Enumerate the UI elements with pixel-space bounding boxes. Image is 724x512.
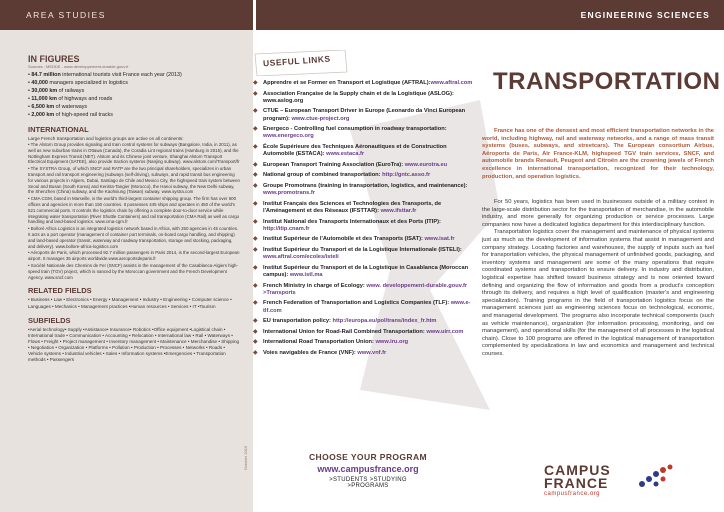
- figure-text: of highways and roads: [56, 96, 113, 102]
- useful-link-item[interactable]: [253, 144, 473, 158]
- logo-line1: CAMPUS: [544, 462, 611, 478]
- figure-item: • 6,500 km of waterways: [28, 104, 88, 110]
- link-url[interactable]: www.isat.fr: [424, 236, 455, 243]
- link-url[interactable]: www.istl.ma: [289, 271, 323, 278]
- subfields-title: SUBFIELDS: [28, 315, 71, 325]
- link-name: Association Française de la Supply chain et de la Logistique (ASLOG): www.aslog.org: [263, 90, 454, 104]
- diamond-bullet-icon: ◆: [253, 126, 258, 133]
- useful-link-item[interactable]: [253, 201, 473, 215]
- link-url[interactable]: www. developpement-durable.gouv.fr >Transports: [263, 282, 468, 296]
- cta-link[interactable]: www.campusfrance.org: [317, 464, 419, 474]
- link-url[interactable]: www.ctue-project.org: [291, 115, 350, 122]
- useful-link-item[interactable]: [253, 265, 473, 279]
- link-url[interactable]: www.estaca.fr: [326, 151, 365, 158]
- useful-link-item[interactable]: [253, 329, 473, 336]
- international-item: • Aéroports de Paris, which processed 92.7 million passengers in Paris 2014, is the second-largest European airport. It manages 35 airports worldwide.www.aeroportsdeparis.fr: [28, 250, 240, 262]
- figure-text: managers specialized in logistics: [47, 80, 128, 86]
- diamond-bullet-icon: ◆: [253, 264, 258, 271]
- useful-link-item[interactable]: [253, 350, 473, 357]
- figure-value: 84.7 million: [31, 72, 61, 78]
- link-name: Institut National des Transports Internationaux et des Ports (ITIP):: [263, 218, 441, 225]
- link-name: International Road Transportation Union:: [263, 339, 376, 346]
- cta-title: CHOOSE YOUR PROGRAM: [309, 452, 427, 462]
- link-name: Institut Supérieur du Transport et de la Logistique Internationale (ISTELI):: [263, 246, 462, 253]
- diamond-bullet-icon: ◆: [253, 246, 258, 253]
- figure-value: 30,000 km: [31, 88, 58, 94]
- link-url[interactable]: http://gntc.asso.fr: [382, 172, 431, 179]
- useful-link-item[interactable]: [253, 126, 473, 140]
- diamond-bullet-icon: ◆: [253, 182, 258, 189]
- figure-item: • 30,000 km of railways: [28, 88, 85, 94]
- diamond-bullet-icon: ◆: [253, 143, 258, 150]
- diamond-bullet-icon: ◆: [253, 218, 258, 225]
- useful-link-item[interactable]: [253, 91, 473, 105]
- left-sidebar: [0, 30, 253, 512]
- diamond-bullet-icon: ◆: [253, 90, 258, 97]
- figure-value: 40,000: [31, 80, 48, 86]
- international-intro: Large French transportation and logistics groups are active on all continents:: [28, 136, 184, 141]
- link-name: Energeco - Controlling fuel consumption in roadway transportation:: [263, 126, 447, 133]
- diamond-bullet-icon: ◆: [253, 328, 258, 335]
- link-name: Institut Français des Sciences et Technologies des Transports, de l'Aménagement et des Réseaux (IFSTTAR):: [263, 200, 442, 214]
- link-url[interactable]: http://itip.cnam.fr: [263, 225, 310, 232]
- cta-steps-line1: >STUDENTS >STUDYING: [329, 477, 407, 483]
- useful-link-item[interactable]: [253, 183, 473, 197]
- intro-paragraph: France has one of the densest and most efficient transportation networks in the world, including highway, rail and waterway networks, and a range of mass transit systems (buses, subways, and streetcars). The European consortium Airbus, Aéroports de Paris, Air France-KLM, highspeed TGV train services, SNCF, and automobile brands Renault, Peugeot and Citroën are the crowning jewels of French excellence in international transportation, recognized for their technology, production, and operation logistics.: [482, 128, 714, 180]
- link-name: French Ministry in charge of Ecology:: [263, 282, 367, 289]
- figure-text: of railways: [57, 88, 85, 94]
- diamond-bullet-icon: ◆: [253, 300, 258, 307]
- figure-item: • 40,000 managers specialized in logistics: [28, 80, 128, 86]
- link-name: European Transport Training Association (EuroTra):: [263, 161, 405, 168]
- body-text: [482, 199, 714, 358]
- figure-text: of high-speed rail tracks: [54, 112, 113, 118]
- figure-value: 6,500 km: [31, 104, 55, 110]
- link-url[interactable]: www.aftral.com: [430, 80, 473, 86]
- diamond-bullet-icon: ◆: [253, 339, 258, 346]
- link-name: Institut Supérieur de l'Automobile et des Transports (ISAT):: [263, 236, 425, 243]
- publication-date: October 2015: [243, 445, 248, 470]
- useful-links-title: USEFUL LINKS: [262, 53, 331, 69]
- link-name: Apprendre et se Former en Transport et Logistique (AFTRAL):: [263, 80, 431, 86]
- link-url[interactable]: http://europa.eu/pol/trans/index_fr.htm: [332, 318, 437, 325]
- link-url[interactable]: www.e-tlf.com: [263, 300, 471, 314]
- link-name: CTUE – European Transport Driver in Europe (Leonardo da Vinci European program):: [263, 108, 466, 122]
- figures-title: IN FIGURES: [28, 54, 80, 64]
- figure-item: • 2,000 km of high-speed rail tracks: [28, 112, 113, 118]
- link-url[interactable]: www.ifsttar.fr: [380, 207, 417, 214]
- useful-link-item[interactable]: [253, 300, 473, 314]
- link-url[interactable]: www.vnf.fr: [357, 349, 387, 356]
- diamond-bullet-icon: ◆: [253, 200, 258, 207]
- diamond-bullet-icon: ◆: [253, 318, 258, 325]
- link-url[interactable]: www.aftral.com/ecoles/isteli: [263, 254, 339, 261]
- useful-link-item[interactable]: [253, 236, 473, 243]
- useful-links-list: [253, 80, 473, 361]
- engineering-sciences-label: ENGINEERING SCIENCES: [580, 10, 710, 20]
- link-url[interactable]: www.energeco.org: [263, 133, 314, 140]
- area-studies-label: AREA STUDIES: [26, 10, 106, 20]
- international-list: [28, 142, 240, 280]
- cta-steps-line2: >PROGRAMS: [347, 483, 389, 489]
- figures-source: Sources : MEDDE - www.developpement-durable.gouv.fr: [28, 64, 129, 69]
- subfields-text: •Aerial technology• Supply •Assistance• Insurance• Robotics •Office equipment •Logistical chain • International trade • Communication • Accounting • Relocation • International law • Rail • Waterways • Flows • Freight • Project management • Inventory management • Maintenance • Merchandise • Shipping • Negotiation • Organization • Platforms • Pollution • Production • Processes • Networks • Roads • Vehicle systems • Industrial vehicles • Sales • Information systems •Emergencies • Transportation methods • Passengers: [28, 326, 240, 363]
- call-to-action: [280, 452, 456, 489]
- useful-link-item[interactable]: [253, 80, 473, 87]
- logo-url: campusfrance.org: [544, 491, 601, 497]
- figure-value: 11,000 km: [31, 96, 57, 102]
- body-paragraph-1: For 50 years, logistics has been used in businesses outside of a military context in the large-scale distribution sector for the transportation of merchandise, in the automobile industry, and more generally for organizing production or service processes. Large companies now have a dedicated logistics department for this interdisciplinary function.: [482, 199, 714, 228]
- international-item: • The SYSTRA Group, of which SNCF and RATP are the two principal shareholders, specializes in urban transport and rail transport engineering (subways (self-driving), subways, and rapid transit bus engineering for various projects in Algiers, Dubai, Santiago de Chile and Mexico City, the highspeed train system between Seoul and Busan (South Korea) and Kenitra-Tangier (Morocco), the Hanoi subway, the New Delhi subway, the Shenzhen (China) subway, and the Kaohsiung (Taiwan) subway. www.systra.com: [28, 166, 240, 195]
- link-url[interactable]: www.promotrans.fr: [263, 190, 315, 197]
- useful-link-item[interactable]: [253, 162, 473, 169]
- link-name: Voies navigables de France (VNF):: [263, 349, 358, 356]
- useful-link-item[interactable]: [253, 219, 473, 233]
- link-url[interactable]: www.iru.org: [375, 339, 409, 346]
- figure-item: • 11,000 km of highways and roads: [28, 96, 113, 102]
- diamond-bullet-icon: ◆: [253, 161, 258, 168]
- header-divider: [253, 0, 256, 30]
- international-item: • Société Nationale des Chemins de Fer (SNCF) assists in the management of the Casablanca-Algiers high-speed train (TGV) project, which is nanced by the Moroccan government and the French Development Agency. www.sncf.com: [28, 263, 238, 280]
- useful-link-item[interactable]: [253, 108, 473, 122]
- useful-link-item[interactable]: [253, 172, 473, 179]
- figure-value: 2,000 km: [31, 112, 55, 118]
- related-fields-text: • Business • Law • Electronics • Energy • Management • Industry • Engineering • Computer science • Languages • Mechanics • Management practices •Human resources • Services • IT •Tourism: [28, 297, 232, 309]
- figures-list: [28, 71, 240, 119]
- body-paragraph-2: Transportation logistics cover the management and maintenance of physical systems just as much as the development of information systems that assist in management and company strategy. Locating factories and warehouses, the supply of inputs such as fuel for transportation vehicles, the physical management of unfinished goods, packaging, and inventory systems and management are some of the many operations that require coordinated systems and transportation to ensure delivery. In industry and distribution, logistical expertise has shifted toward business strategy and is now oriented toward defining and organizing the flow of information and goods from a product's conception through its delivery, and requires a high level of qualification (master's and engineering specialization). Training programs in the field of transportation logistics focus on the management sciences just as engineering sciences focus on technological, economic, and managerial development. The programs also incorporate technical components (such as vehicle maintenance), organization (for information processing, monitoring, and ow management), and operational skills (for the management of all processes in the logistical chain). Close to 100 programs are offered in the logistical management of transportation complemented by specializations in law and economics and management and technical courses.: [482, 229, 714, 357]
- link-name: Groupe Promotrans (training in transportation, logistics, and maintenance):: [263, 182, 468, 189]
- link-name: National group of combined transportation:: [263, 172, 383, 179]
- useful-link-item[interactable]: [253, 339, 473, 346]
- logo-wordmark: [544, 464, 611, 490]
- international-item: • Bolloré Africa Logistics is an integrated logistics network based in Africa, with 250 agencies in 45 countries. It acts as a port operator (management of container port terminals, on-board cargo handling, and shipping) and land-based operator (transit, waterway and roadway transportation, storage and stocking, packaging, and delivery). www.bollore-africa-logistics.com: [28, 226, 239, 249]
- link-url[interactable]: www.eurotra.eu: [404, 161, 448, 168]
- diamond-bullet-icon: ◆: [253, 108, 258, 115]
- campus-france-logo: [524, 462, 684, 500]
- diamond-bullet-icon: ◆: [253, 172, 258, 179]
- useful-link-item[interactable]: [253, 283, 473, 297]
- useful-links-panel: [253, 30, 473, 512]
- link-name: Institut Supérieur du Transport et de la Logistique in Casablanca (Moroccan campus):: [263, 264, 469, 278]
- logo-dots-icon: [636, 464, 676, 492]
- international-item: • The Alstom Group provides signaling and train control systems for subways (Bangalore, India, in 2011), as well as new suburban trains in Ottawa (Canada), the Coradia Lint regional trains (Hamburg in 2015), and the Nottingham Express Transit (NET). Alstom and its Chinese joint venture, Shanghai Alstom Transport Electrical Equipment (SATEE), also provide traction systems (Nanjing subway). www.alstom.com/Transport/fr: [28, 142, 240, 165]
- diamond-bullet-icon: ◆: [253, 80, 258, 86]
- figure-item: • 84.7 million international tourists visit France each year (2013): [28, 72, 182, 78]
- international-item: • CMA CGM, based in Marseille, is the world's third-largest container shipping group. The firm has over 600 offices and agencies in more than 150 countries. It possesses 445 ships and operates in 450 of the world's 521 commercial ports. It controls the logistics chain by offering a complete door-to-door service while integrating water transportation (River Shuttle Containers) and rail transportation (CMA Rail) as well as cargo handling and land-based logistics. www.cma-cgm.fr: [28, 196, 240, 225]
- related-fields-title: RELATED FIELDS: [28, 286, 92, 296]
- figure-text: international tourists visit France each year (2013): [60, 72, 182, 78]
- diamond-bullet-icon: ◆: [253, 236, 258, 243]
- header-bar: [0, 0, 724, 30]
- useful-links-tab: [253, 50, 349, 76]
- link-url[interactable]: www.uirr.com: [426, 328, 464, 335]
- useful-link-item[interactable]: [253, 318, 473, 325]
- diamond-bullet-icon: ◆: [253, 282, 258, 289]
- link-name: École Supérieure des Techniques Aéronautiques et de Construction Automobile (ESTACA):: [263, 143, 447, 158]
- link-name: EU transportation policy:: [263, 318, 333, 325]
- figure-text: of waterways: [54, 104, 88, 110]
- link-name: International Union for Road-Rail Combined Transportation:: [263, 328, 427, 335]
- diamond-bullet-icon: ◆: [253, 349, 258, 356]
- logo-line2: FRANCE: [544, 475, 609, 491]
- page-title: TRANSPORTATION: [493, 68, 721, 95]
- useful-link-item[interactable]: [253, 247, 473, 261]
- international-title: INTERNATIONAL: [28, 125, 89, 134]
- link-name: French Federation of Transportation and Logistics Companies (TLF):: [263, 300, 451, 307]
